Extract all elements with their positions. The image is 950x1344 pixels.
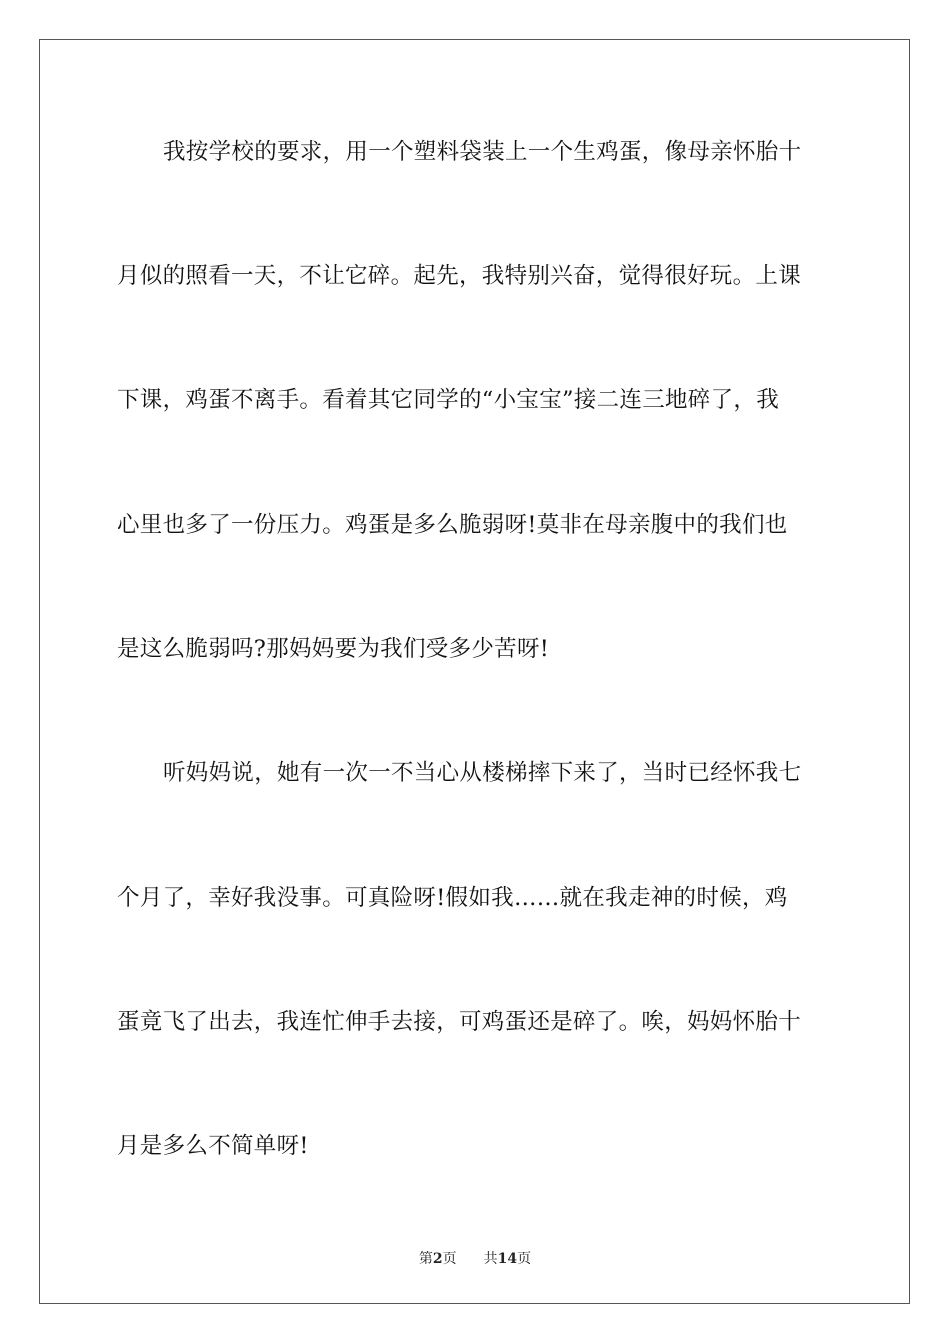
page-number: 2 [432,1251,443,1267]
paragraph-2-line-1: 听妈妈说，她有一次一不当心从楼梯摔下来了，当时已经怀我七 [163,760,802,786]
paragraph-2-line-2: 个月了，幸好我没事。可真险呀!假如我……就在我走神的时候，鸡 [117,885,788,911]
total-prefix: 共 [483,1251,498,1267]
page-footer [0,1248,950,1268]
paragraph-1-line-2: 月似的照看一天，不让它碎。起先，我特别兴奋，觉得很好玩。上课 [117,263,802,289]
paragraph-1-line-1: 我按学校的要求，用一个塑料袋装上一个生鸡蛋，像母亲怀胎十 [163,139,802,165]
page-border [39,39,910,1304]
page-prefix: 第 [418,1251,433,1267]
paragraph-1-line-4: 心里也多了一份压力。鸡蛋是多么脆弱呀!莫非在母亲腹中的我们也 [117,512,788,538]
paragraph-1-line-3: 下课，鸡蛋不离手。看着其它同学的“小宝宝”接二连三地碎了，我 [117,387,780,413]
paragraph-2-line-3: 蛋竟飞了出去，我连忙伸手去接，可鸡蛋还是碎了。唉，妈妈怀胎十 [117,1009,802,1035]
paragraph-1-line-5: 是这么脆弱吗?那妈妈要为我们受多少苦呀! [117,636,550,662]
page-suffix: 页 [442,1251,457,1267]
paragraph-2-line-4: 月是多么不简单呀! [117,1133,309,1159]
total-pages: 14 [497,1251,518,1267]
total-suffix: 页 [517,1251,532,1267]
